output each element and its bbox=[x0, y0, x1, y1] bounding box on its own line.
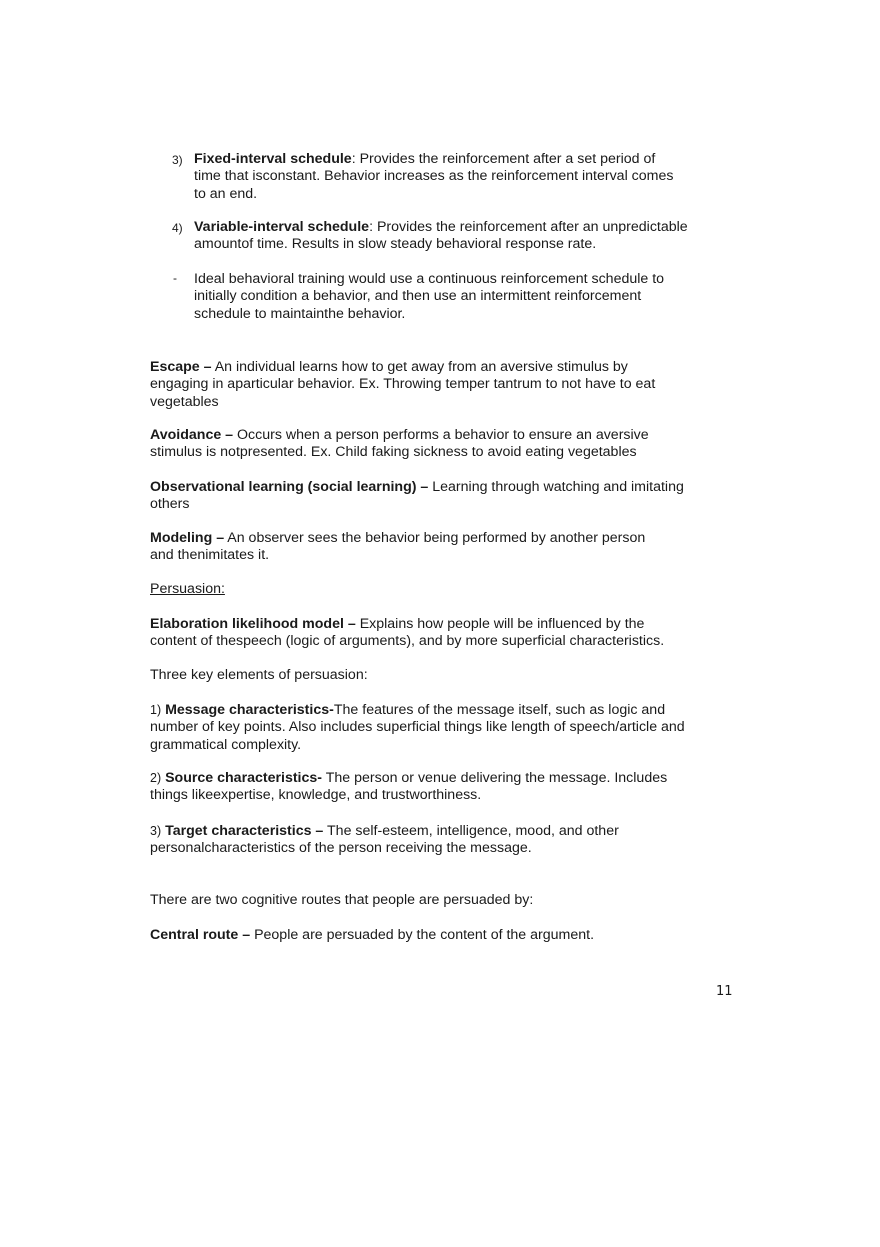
text-line: Occurs when a person performs a behavior to ensure an aversive bbox=[233, 427, 649, 443]
variable-interval-item bbox=[194, 219, 688, 254]
text-line: engaging in aparticular behavior. Ex. Throwing temper tantrum to not have to eat bbox=[150, 376, 656, 393]
text-line: and thenimitates it. bbox=[150, 547, 270, 564]
text-line: An individual learns how to get away from an aversive stimulus by bbox=[211, 359, 628, 375]
text-line: The person or venue delivering the message. Includes bbox=[322, 770, 668, 786]
text-line: others bbox=[150, 496, 190, 513]
list-number: 3) bbox=[172, 153, 183, 167]
text-line: time that isconstant. Behavior increases as the reinforcement interval comes bbox=[194, 168, 674, 185]
page-number: 11 bbox=[716, 984, 733, 999]
key-elements-intro: Three key elements of persuasion: bbox=[150, 667, 368, 683]
term: Variable-interval schedule bbox=[194, 219, 370, 235]
list-number: 1) bbox=[150, 703, 162, 717]
term: Fixed-interval schedule bbox=[194, 151, 352, 167]
modeling-paragraph bbox=[150, 530, 645, 565]
central-route-paragraph bbox=[150, 927, 594, 944]
term: Observational learning (social learning) – bbox=[150, 479, 429, 495]
term: Avoidance – bbox=[150, 427, 234, 443]
text-line: vegetables bbox=[150, 393, 219, 410]
routes-intro: There are two cognitive routes that people are persuaded by: bbox=[150, 892, 534, 908]
fixed-interval-item bbox=[194, 151, 673, 203]
term: Source characteristics- bbox=[165, 770, 323, 786]
text-line: The features of the message itself, such as logic and bbox=[333, 702, 666, 718]
text-line: : Provides the reinforcement after an unpredictable bbox=[369, 219, 688, 235]
text-line: personalcharacteristics of the person receiving the message. bbox=[150, 840, 532, 857]
text-line: things likeexpertise, knowledge, and trustworthiness. bbox=[150, 787, 482, 804]
avoidance-paragraph bbox=[150, 427, 649, 462]
message-characteristics-item bbox=[150, 702, 685, 754]
text-line: The self-esteem, intelligence, mood, and other bbox=[323, 823, 619, 839]
text-line: amountof time. Results in slow steady behavioral response rate. bbox=[194, 236, 597, 253]
text-line: schedule to maintainthe behavior. bbox=[194, 305, 406, 322]
source-characteristics-item bbox=[150, 770, 667, 805]
text-line: Ideal behavioral training would use a continuous reinforcement schedule to bbox=[194, 271, 665, 287]
escape-paragraph bbox=[150, 359, 655, 411]
list-bullet: - bbox=[173, 271, 177, 285]
elaboration-likelihood-paragraph bbox=[150, 616, 664, 651]
text-line: stimulus is notpresented. Ex. Child faking sickness to avoid eating vegetables bbox=[150, 444, 637, 461]
list-number: 2) bbox=[150, 771, 162, 785]
text-line: to an end. bbox=[194, 185, 258, 202]
training-note bbox=[194, 271, 664, 323]
text-line: initially condition a behavior, and then use an intermittent reinforcement bbox=[194, 288, 642, 305]
text-line: content of thespeech (logic of arguments), and by more superficial characteristics. bbox=[150, 633, 665, 650]
text-line: number of key points. Also includes superficial things like length of speech/article and bbox=[150, 719, 685, 736]
text-line: People are persuaded by the content of the argument. bbox=[250, 927, 595, 943]
text-line: : Provides the reinforcement after a set period of bbox=[351, 151, 656, 167]
term: Central route – bbox=[150, 927, 251, 943]
term: Escape – bbox=[150, 359, 212, 375]
text-line: grammatical complexity. bbox=[150, 736, 302, 753]
text-line: An observer sees the behavior being performed by another person bbox=[224, 530, 646, 546]
observational-learning-paragraph bbox=[150, 479, 684, 514]
target-characteristics-item bbox=[150, 823, 619, 858]
list-number: 3) bbox=[150, 824, 162, 838]
text-line: Explains how people will be influenced by the bbox=[355, 616, 645, 632]
term: Elaboration likelihood model – bbox=[150, 616, 356, 632]
text-line: Learning through watching and imitating bbox=[428, 479, 684, 495]
list-number: 4) bbox=[172, 221, 183, 235]
persuasion-heading: Persuasion: bbox=[150, 581, 225, 597]
term: Target characteristics – bbox=[165, 823, 324, 839]
term: Message characteristics- bbox=[165, 702, 334, 718]
term: Modeling – bbox=[150, 530, 225, 546]
